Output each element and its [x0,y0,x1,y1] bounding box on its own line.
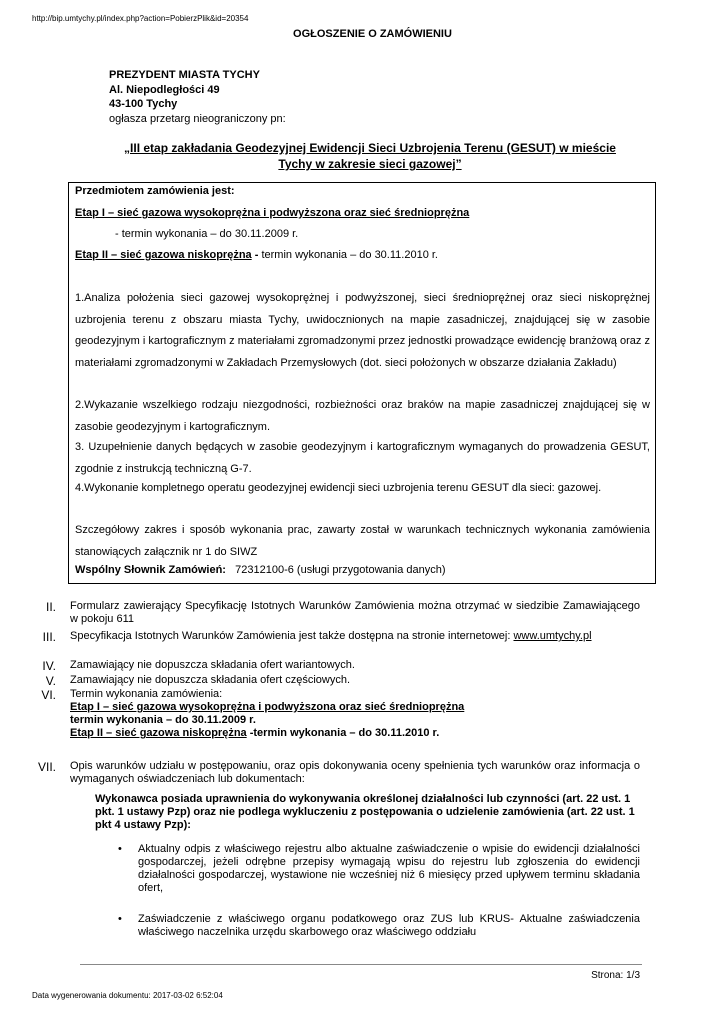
box-point-5: Szczegółowy zakres i sposób wykonania prac, zawarty został w warunkach technicznych wykonania zamówienia stanowiących załącznik nr 1 do SIWZ [75,524,650,558]
box-stage2-sep: - [251,249,262,261]
tender-title-line1: „III etap zakładania Geodezyjnej Ewidencji Sieci Uzbrojenia Terenu (GESUT) w mieście [124,141,616,155]
source-url: http://bip.umtychy.pl/index.php?action=PobierzPlik&id=20354 [32,14,249,23]
box-stage2-label: Etap II – sieć gazowa niskoprężna [75,249,252,261]
box-stage1-term: - termin wykonania – do 30.11.2009 r. [115,228,299,240]
section-VI-stage2-term: -termin wykonania – do 30.11.2010 r. [246,727,440,739]
box-point-2: 2.Wykazanie wszelkiego rodzaju niezgodności, rozbieżności oraz braków na mapie zasadniczej znajdującej się w zasobie geodezyjnym i kartograficznym. [75,399,650,433]
section-II-text: Formularz zawierający Specyfikację Istotnych Warunków Zamówienia można otrzymać w siedzibie Zamawiającego w pokoju 611 [70,600,640,625]
box-stage2-term: termin wykonania – do 30.11.2010 r. [261,249,438,261]
page-number: Strona: 1/3 [591,970,640,981]
section-III-text [70,630,640,643]
section-VI-text [70,688,640,740]
section-VII-number: VII. [37,760,56,774]
section-V-number: V. [45,674,56,688]
umtychy-link[interactable]: www.umtychy.pl [513,630,592,642]
box-point-4: 4.Wykonanie kompletnego operatu geodezyjnej ewidencji sieci uzbrojenia terenu GESUT dla sieci: gazowej. [75,482,602,494]
box-point-3: 3. Uzupełnienie danych będących w zasobie geodezyjnym i kartograficznym wymaganych do prowadzenia GESUT, zgodnie z instrukcją techniczną G-7. [75,441,650,475]
section-III-body: Specyfikacja Istotnych Warunków Zamówienia jest także dostępna na stronie internetowej: [70,630,514,642]
section-IV-text: Zamawiający nie dopuszcza składania ofert wariantowych. [70,659,355,671]
issuer-name: PREZYDENT MIASTA TYCHY [109,69,260,81]
cpv-value: 72312100-6 (usługi przygotowania danych) [225,564,446,576]
section-III-number: III. [42,630,56,644]
section-VI-stage1-term: termin wykonania – do 30.11.2009 r. [70,714,256,726]
section-IV-number: IV. [42,659,56,673]
section-VI-number: VI. [41,688,56,702]
issuer-announcement: ogłasza przetarg nieograniczony pn: [109,112,286,125]
bullet-dot-2: • [118,913,122,925]
document-title: OGŁOSZENIE O ZAMÓWIENIU [293,28,452,40]
section-II-number: II. [45,600,56,614]
issuer-city: 43-100 Tychy [109,98,178,110]
subject-heading: Przedmiotem zamówienia jest: [75,185,235,197]
tender-title-line2: Tychy w zakresie sieci gazowej” [278,157,462,171]
section-VI-heading: Termin wykonania zamówienia: [70,688,223,700]
box-stage1: Etap I – sieć gazowa wysokoprężna i podwyższona oraz sieć średnioprężna [75,207,470,219]
section-V-text: Zamawiający nie dopuszcza składania ofert częściowych. [70,674,351,686]
footer-divider [80,964,642,965]
generation-date: Data wygenerowania dokumentu: 2017-03-02 6:52:04 [32,991,223,1000]
section-VII-requirements: Wykonawca posiada uprawnienia do wykonywania określonej działalności lub czynności (art. 22 ust. 1 pkt. 1 ustawy Pzp) oraz nie podlega wykluczeniu z postępowania o udzielenie zamówienia (art. 22 ust. 1 pkt 4 ustawy Pzp): [95,793,635,831]
bullet-item-1: Aktualny odpis z właściwego rejestru albo aktualne zaświadczenie o wpisie do ewidencji działalności gospodarczej, jeżeli odrębne przepisy wymagają wpisu do rejestru lub zgłoszenia do ewidencji działalności gospodarczej, wystawione nie wcześniej niż 6 miesięcy przed upływem terminu składania ofert, [138,843,640,894]
bullet-item-2: Zaświadczenie z właściwego organu podatkowego oraz ZUS lub KRUS- Aktualne zaświadczenia właściwego naczelnika urzędu skarbowego oraz właściwego oddziału [138,913,640,938]
box-point-1: 1.Analiza położenia sieci gazowej wysokoprężnej i podwyższonej, sieci średnioprężnej oraz sieci niskoprężnej uzbrojenia terenu z obszaru miasta Tychy, uwidocznionych na mapie zasadniczej, znajdującej się w zasobie geodezyjnym i kartograficznym z materiałami zgromadzonymi przez jednostki prowadzące ewidencję branżową oraz z materiałami zgromadzonymi w Zakładach Przemysłowych (dot. sieci położonych w obszarze działania Zakładu) [75,292,650,369]
section-VI-stage1: Etap I – sieć gazowa wysokoprężna i podwyższona oraz sieć średnioprężna [70,701,465,713]
cpv-label: Wspólny Słownik Zamówień: [75,564,226,576]
section-VII-text: Opis warunków udziału w postępowaniu, oraz opis dokonywania oceny spełnienia tych warunków oraz informacja o wymaganych oświadczeniach lub dokumentach: [70,760,640,785]
section-VI-stage2-label: Etap II – sieć gazowa niskoprężna [70,727,247,739]
bullet-dot-1: • [118,843,122,855]
issuer-street: Al. Niepodległości 49 [109,83,220,96]
